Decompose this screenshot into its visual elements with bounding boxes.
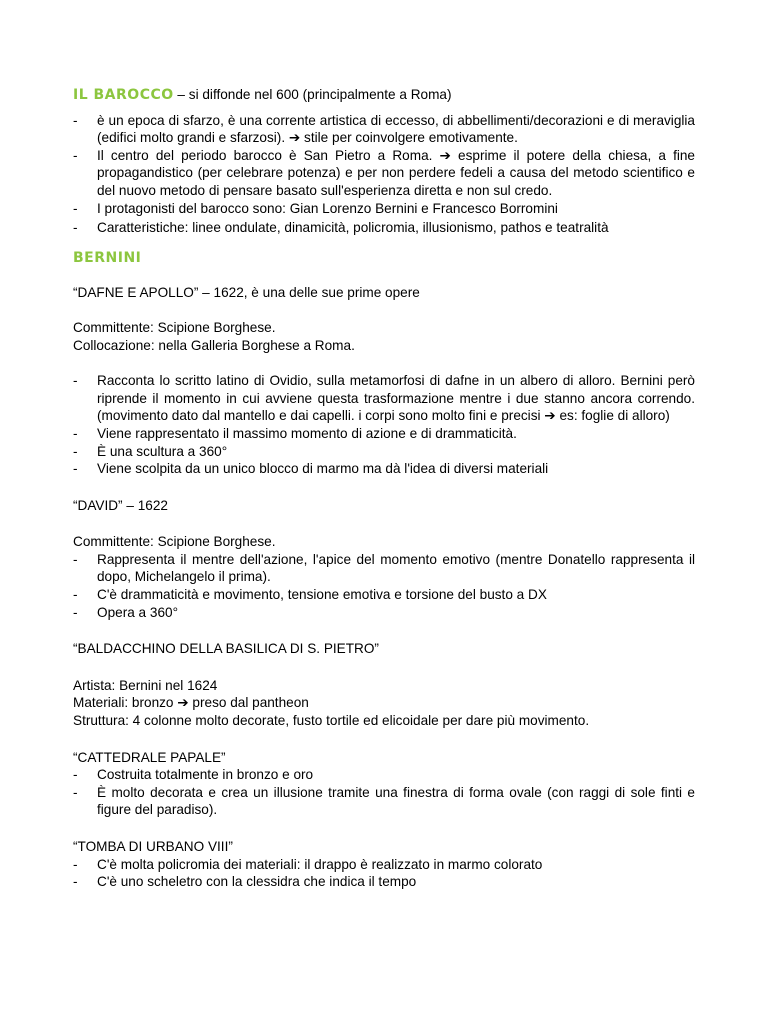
list-item: - Il centro del periodo barocco è San Pietro a Roma. ➔ esprime il potere della chiesa, a fine propagandistico (per celebrare potenza) e per non perdere fedeli a causa del metodo scientifico e del nuovo metodo di pensare basato sull'esperienza diretta e non sul credo. <box>73 147 695 200</box>
baldacchino-title: “BALDACCHINO DELLA BASILICA DI S. PIETRO” <box>73 641 379 657</box>
list-item: - Viene rappresentato il massimo momento di azione e di drammaticità. <box>73 425 695 443</box>
list-item: - Opera a 360° <box>73 604 695 622</box>
dafne-committente: Committente: Scipione Borghese. <box>73 319 276 335</box>
david-list <box>73 551 695 621</box>
document-body <box>73 86 695 891</box>
cattedrale-title: “CATTEDRALE PAPALE” <box>73 749 226 765</box>
list-item: - I protagonisti del barocco sono: Gian Lorenzo Bernini e Francesco Borromini <box>73 200 695 218</box>
list-item: - C'è drammaticità e movimento, tensione emotiva e torsione del busto a DX <box>73 586 695 604</box>
barocco-heading-row <box>73 86 695 105</box>
tomba-list <box>73 856 695 891</box>
baldacchino-struttura: Struttura: 4 colonne molto decorate, fusto tortile ed elicoidale per dare più movimento. <box>73 713 590 729</box>
cattedrale-list <box>73 766 695 819</box>
list-item: - Costruita totalmente in bronzo e oro <box>73 766 695 784</box>
list-item: - C'è uno scheletro con la clessidra che indica il tempo <box>73 873 695 891</box>
dafne-title: “DAFNE E APOLLO” – 1622, è una delle sue prime opere <box>73 285 420 301</box>
list-item: - È una scultura a 360° <box>73 443 695 461</box>
list-item: - è un epoca di sfarzo, è una corrente artistica di eccesso, di abbellimenti/decorazioni e di meraviglia (edifici molto grandi e sfarzosi). ➔ stile per coinvolgere emotivamente. <box>73 112 695 147</box>
list-item: - Caratteristiche: linee ondulate, dinamicità, policromia, illusionismo, pathos e teatralità <box>73 219 695 237</box>
barocco-list <box>73 112 695 237</box>
barocco-subtitle: – si diffonde nel 600 (principalmente a Roma) <box>173 87 452 102</box>
barocco-heading: IL BAROCCO <box>73 87 174 103</box>
bernini-heading: BERNINI <box>73 249 142 266</box>
list-item: - È molto decorata e crea un illusione tramite una finestra di forma ovale (con raggi di sole finti e figure del paradiso). <box>73 784 695 819</box>
david-committente: Committente: Scipione Borghese. <box>73 534 276 550</box>
list-item: - Viene scolpita da un unico blocco di marmo ma dà l'idea di diversi materiali <box>73 460 695 478</box>
list-item: - C'è molta policromia dei materiali: il drappo è realizzato in marmo colorato <box>73 856 695 874</box>
dafne-list <box>73 372 695 478</box>
david-title: “DAVID” – 1622 <box>73 497 168 513</box>
baldacchino-artista: Artista: Bernini nel 1624 <box>73 677 218 693</box>
bernini-heading-row <box>73 249 695 268</box>
tomba-title: “TOMBA DI URBANO VIII” <box>73 839 233 854</box>
list-item: - Rappresenta il mentre dell'azione, l'apice del momento emotivo (mentre Donatello rappresenta il dopo, Michelangelo il prima). <box>73 551 695 586</box>
dafne-collocazione: Collocazione: nella Galleria Borghese a Roma. <box>73 337 355 353</box>
list-item: - Racconta lo scritto latino di Ovidio, sulla metamorfosi di dafne in un albero di alloro. Bernini però riprende il momento in cui avviene questa trasformazione mentre i due stanno ancora correndo. (movimento dato dal mantello e dai capelli. i corpi sono molto fini e precisi ➔ es: foglie di alloro) <box>73 372 695 425</box>
baldacchino-materiali: Materiali: bronzo ➔ preso dal pantheon <box>73 695 309 711</box>
